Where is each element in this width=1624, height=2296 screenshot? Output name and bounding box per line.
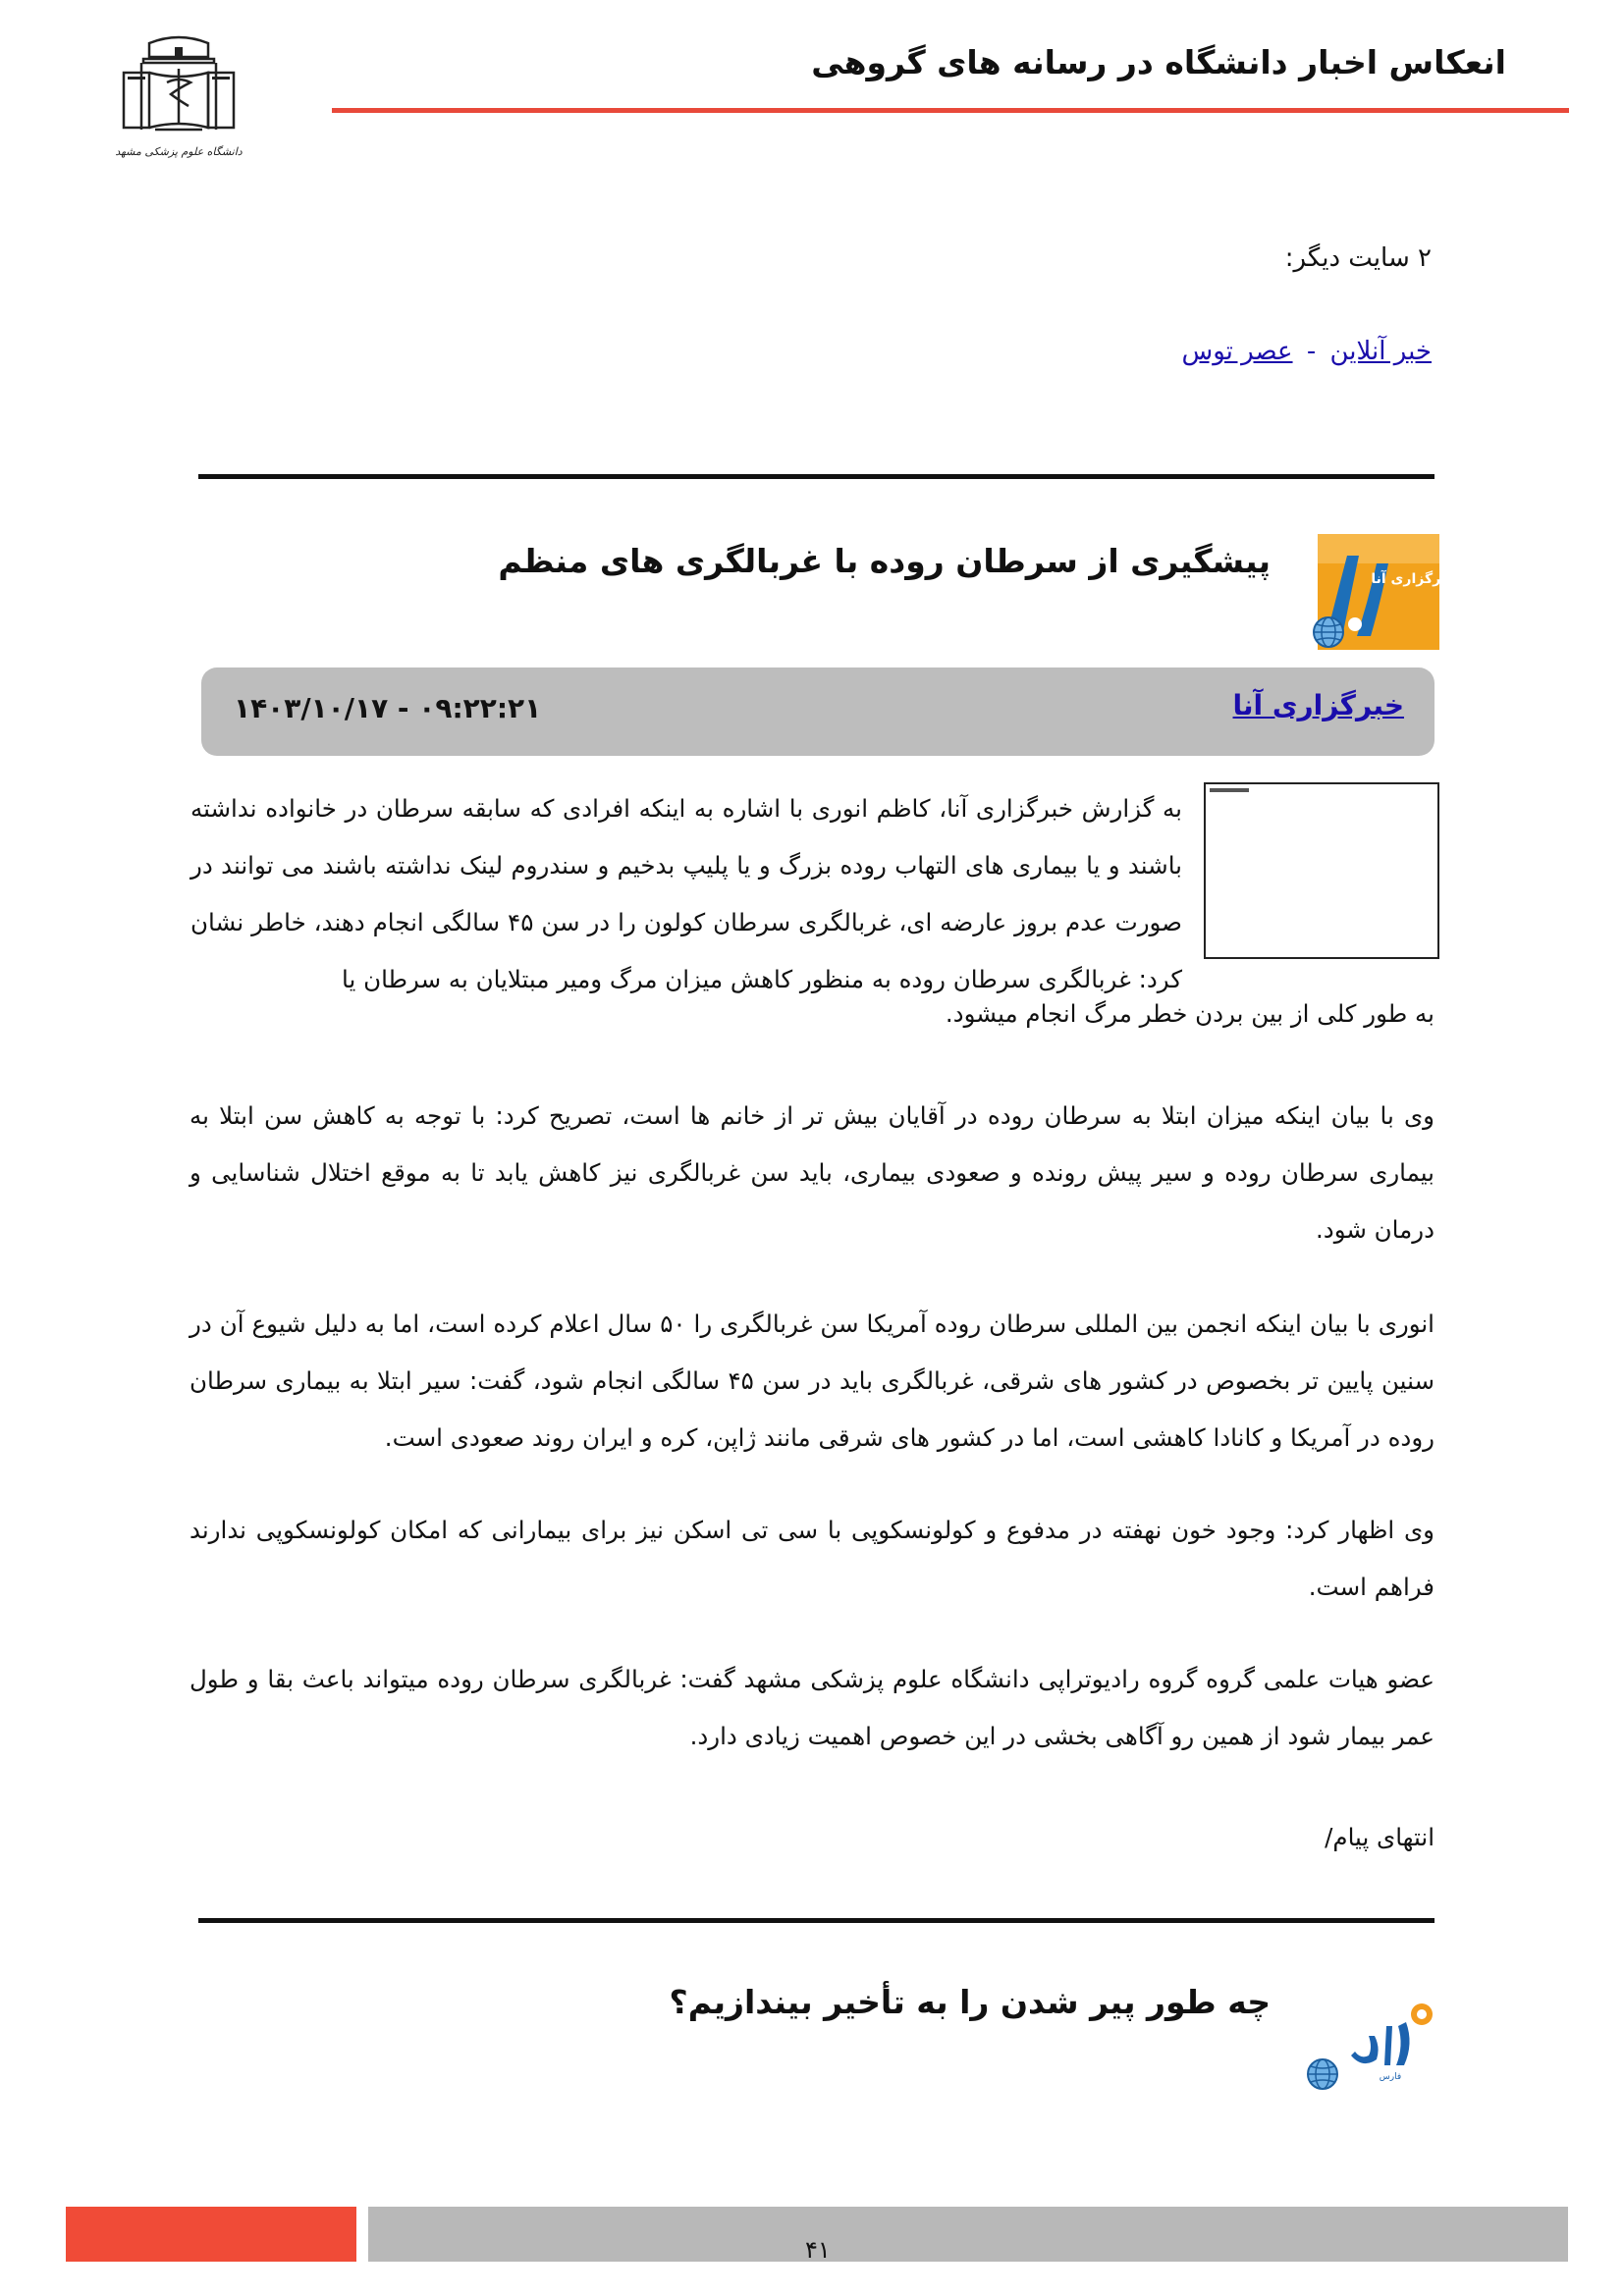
article-image bbox=[1204, 782, 1439, 959]
link-separator: - bbox=[1306, 337, 1317, 366]
fars-logo-text: فارس bbox=[1379, 2072, 1402, 2082]
header-rule bbox=[332, 108, 1569, 113]
university-logo bbox=[110, 33, 247, 166]
section-divider bbox=[198, 474, 1435, 479]
page-header-title: انعکاس اخبار دانشگاه در رسانه های گروهی bbox=[811, 43, 1506, 81]
globe-icon[interactable] bbox=[1306, 2057, 1339, 2091]
article-paragraph: انوری با بیان اینکه انجمن بین المللی سرطان روده آمریکا سن غربالگری را ۵۰ سال اعلام کرده است، اما به دلیل شیوع آن در سنین پایین تر بخصوص در کشور های شرقی، غربالگری باید در سن ۴۵ سالگی انجام شود، گفت: سیر ابتلا به بیماری سرطان روده در آمریکا و کانادا کاهشی است، اما در کشور های شرقی مانند ژاپن، کره و ایران روند صعودی است. bbox=[189, 1309, 1435, 1452]
article-end-marker: انتهای پیام/ bbox=[1325, 1823, 1435, 1851]
article-title: پیشگیری از سرطان روده با غربالگری های منظم bbox=[498, 542, 1271, 580]
fars-logo bbox=[1343, 1997, 1437, 2081]
page-number: ۴۱ bbox=[805, 2236, 831, 2264]
footer-accent-bar bbox=[66, 2207, 356, 2262]
news-source-link[interactable]: خبرگزاری آنا bbox=[1232, 689, 1404, 721]
article-paragraph: عضو هیات علمی گروه گروه رادیوتراپی دانشگاه علوم پزشکی مشهد گفت: غربالگری سرطان روده میتواند باعث بقا و طول عمر بیمار شود از همین رو آگاهی بخشی در این خصوص اهمیت زیادی دارد. bbox=[189, 1665, 1435, 1750]
logo-caption: دانشگاه علوم پزشکی مشهد bbox=[115, 145, 243, 158]
ana-logo-text: خبرگزاری آنا bbox=[1371, 571, 1457, 587]
publish-datetime: ۱۴۰۳/۱۰/۱۷ - ۰۹:۲۲:۲۱ bbox=[234, 692, 542, 724]
article-paragraph: وی اظهار کرد: وجود خون نهفته در مدفوع و کولونسکوپی با سی تی اسکن نیز برای بیمارانی که امکان کولونسکوپی ندارند فراهم است. bbox=[189, 1516, 1435, 1601]
section-divider bbox=[198, 1918, 1435, 1923]
article-paragraph: به طور کلی از بین بردن خطر مرگ انجام میشود. bbox=[945, 999, 1435, 1028]
footer-bar bbox=[368, 2207, 1568, 2262]
article-paragraph: به گزارش خبرگزاری آنا، کاظم انوری با اشاره به اینکه افرادی که سابقه سرطان در خانواده نداشته باشند و یا بیماری های التهاب روده بزرگ و یا پلیپ بدخیم و سندروم لینک نداشته باشند می توانند در صورت عدم بروز عارضه ای، غربالگری سرطان کولون را در سن ۴۵ سالگی انجام دهند، خاطر نشان کرد: غربالگری سرطان روده به منظور کاهش میزان مرگ ومیر مبتلایان به سرطان یا bbox=[190, 794, 1182, 993]
link-khabaronline[interactable]: خبر آنلاین bbox=[1329, 337, 1432, 366]
globe-icon[interactable] bbox=[1312, 615, 1345, 649]
article-title: چه طور پیر شدن را به تأخیر بیندازیم؟ bbox=[669, 1983, 1271, 2021]
other-sites-links bbox=[1181, 337, 1432, 366]
other-sites-label: ۲ سایت دیگر: bbox=[1284, 243, 1432, 273]
article-paragraph: وی با بیان اینکه میزان ابتلا به سرطان روده در آقایان بیش تر از خانم ها است، تصریح کرد: با توجه به کاهش سن ابتلا به بیماری سرطان روده و سیر پیش رونده و صعودی بیماری، باید سن غربالگری نیز کاهش یابد تا به موقع اختلال شناسایی و درمان شود. bbox=[189, 1101, 1435, 1244]
link-asr-toos[interactable]: عصر توس bbox=[1181, 337, 1293, 366]
